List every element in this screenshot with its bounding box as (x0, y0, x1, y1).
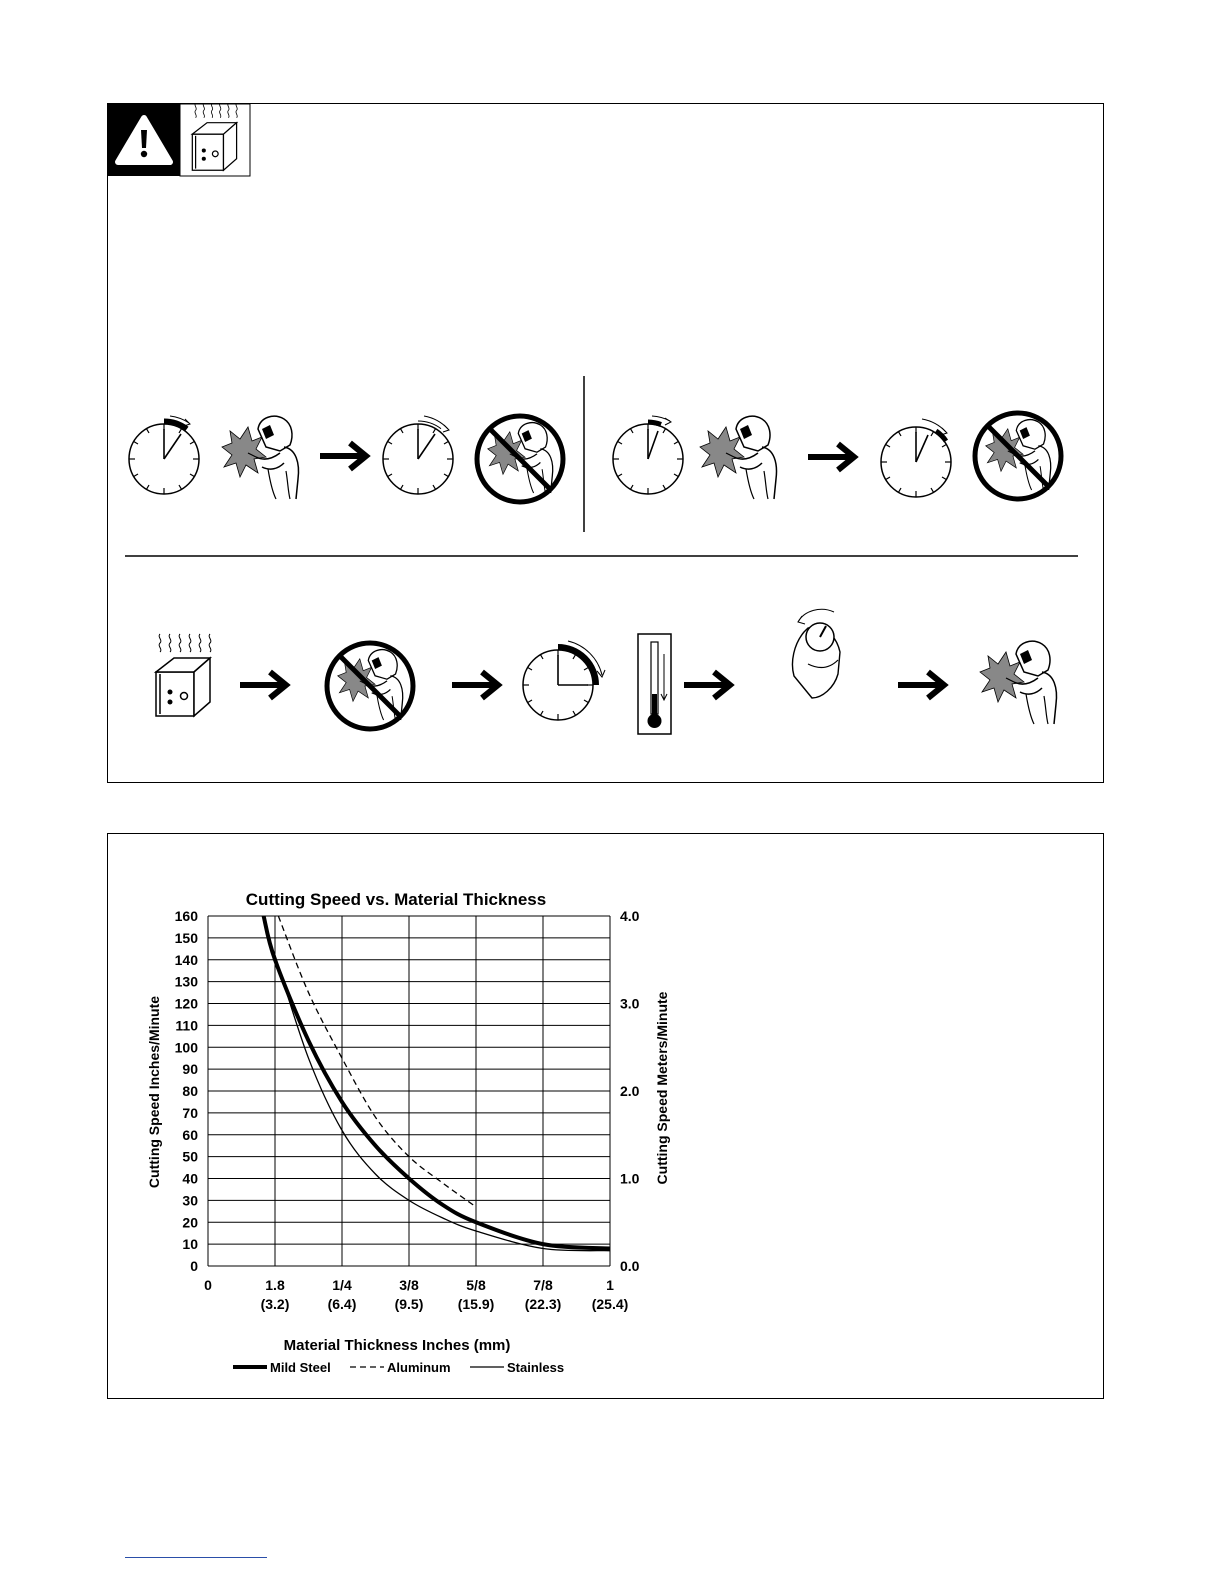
x-tick-label: 3/8 (399, 1277, 419, 1293)
x-tick-sublabel: (25.4) (591, 1296, 629, 1312)
y-tick-label: 30 (182, 1192, 198, 1209)
duty-cycle-example-left (129, 416, 563, 502)
y-tick-label: 80 (182, 1083, 198, 1099)
warning-triangle-icon (108, 104, 180, 176)
x-tick-label: 1.8 (265, 1277, 285, 1293)
y2-tick-label: 2.0 (620, 1083, 640, 1099)
welder-icon (700, 416, 776, 499)
y-tick-label: 130 (174, 973, 198, 990)
y-tick-label: 0 (190, 1258, 198, 1274)
no-welding-icon (975, 413, 1061, 499)
x-tick-label: 5/8 (466, 1277, 486, 1293)
series-line-mild-steel (264, 916, 610, 1249)
dial-icon (792, 609, 840, 698)
x-axis-label: Material Thickness Inches (mm) (283, 1337, 511, 1354)
overheat-sequence (156, 609, 1056, 734)
cutting-speed-chart (108, 834, 1103, 1398)
x-tick-sublabel: (15.9) (457, 1296, 495, 1312)
x-tick-label: 0 (204, 1277, 212, 1293)
x-tick-sublabel: (3.2) (260, 1296, 290, 1312)
x-tick-sublabel: (22.3) (524, 1296, 562, 1312)
duty-cycle-example-right (613, 413, 1061, 499)
legend-label: Mild Steel (270, 1360, 331, 1375)
y-tick-label: 150 (174, 929, 198, 946)
y2-axis-label: Cutting Speed Meters/Minute (654, 991, 670, 1185)
x-tick-sublabel: (9.5) (394, 1296, 424, 1312)
y-tick-label: 110 (175, 1017, 198, 1034)
y-axis-label: Cutting Speed Inches/Minute (146, 995, 162, 1189)
y-tick-label: 160 (174, 908, 198, 924)
clock-icon (129, 416, 199, 494)
y-tick-label: 40 (182, 1170, 198, 1187)
hot-machine-icon (180, 104, 250, 176)
y-tick-label: 10 (182, 1236, 198, 1253)
y-tick-label: 140 (174, 951, 198, 968)
duty-cycle-warning-panel (107, 103, 1104, 783)
welder-icon (980, 641, 1056, 724)
no-welding-icon (327, 643, 413, 729)
clock-icon (881, 419, 951, 497)
no-welding-icon (477, 416, 563, 502)
y2-tick-label: 4.0 (620, 908, 640, 924)
arrow-icon (452, 672, 498, 698)
chart-ticks (175, 908, 640, 1312)
clock-icon (613, 416, 683, 494)
x-tick-label: 1 (606, 1277, 614, 1293)
thermometer-icon (638, 634, 671, 734)
y-tick-label: 50 (182, 1148, 198, 1165)
y-tick-label: 60 (182, 1126, 198, 1143)
y-tick-label: 100 (174, 1039, 198, 1056)
y2-tick-label: 0.0 (620, 1258, 640, 1274)
hot-machine-icon (156, 634, 211, 716)
y-tick-label: 90 (182, 1061, 198, 1078)
clock-icon (523, 641, 605, 720)
y-tick-label: 120 (174, 995, 198, 1012)
chart-title: Cutting Speed vs. Material Thickness (245, 890, 547, 909)
x-tick-label: 7/8 (533, 1277, 553, 1293)
arrow-icon (320, 443, 366, 469)
arrow-icon (684, 672, 730, 698)
chart-grid (208, 916, 610, 1266)
clock-icon (383, 416, 453, 494)
y-tick-label: 70 (182, 1104, 198, 1121)
arrow-icon (240, 672, 286, 698)
warning-illustrations (108, 104, 1103, 782)
y-tick-label: 20 (182, 1214, 198, 1231)
arrow-icon (898, 672, 944, 698)
cutting-speed-panel (107, 833, 1104, 1399)
x-tick-sublabel: (6.4) (327, 1296, 357, 1312)
y2-tick-label: 3.0 (620, 995, 640, 1012)
footer-link-underline[interactable] (125, 1557, 267, 1558)
chart-legend (233, 1360, 564, 1375)
x-tick-label: 1/4 (332, 1277, 352, 1293)
welder-icon (222, 416, 298, 499)
arrow-icon (808, 444, 854, 470)
legend-label: Stainless (507, 1360, 565, 1375)
y2-tick-label: 1.0 (620, 1170, 640, 1187)
legend-label: Aluminum (387, 1360, 451, 1375)
